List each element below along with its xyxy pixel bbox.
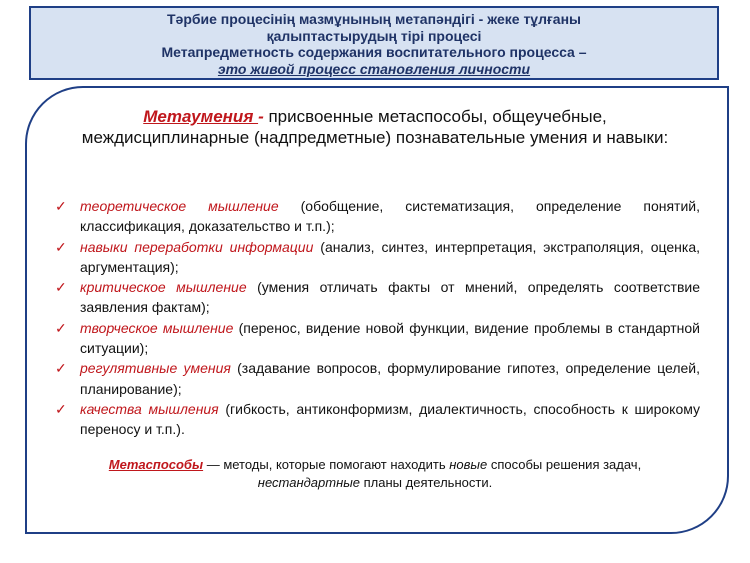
- checkmark-icon: ✓: [55, 319, 67, 336]
- footer-text-3: планы деятельности.: [360, 475, 493, 490]
- footer-new: новые: [449, 457, 488, 472]
- footer-note: [70, 456, 680, 492]
- item-text: (умения отличать факты от мнений, определять соответствие заявления фактам);: [80, 279, 700, 316]
- list-item: [55, 237, 700, 278]
- footer-nonstandard: нестандартные: [257, 475, 361, 490]
- checkmark-icon: ✓: [55, 279, 67, 296]
- intro-term: Метаумения: [143, 107, 259, 126]
- checkmark-icon: ✓: [55, 400, 67, 417]
- list-item: [55, 196, 700, 237]
- intro-text: присвоенные метаспособы, общеучебные, междисциплинарные (надпредметные) познавательные умения и навыки:: [81, 107, 669, 147]
- intro-paragraph: [80, 106, 670, 148]
- skills-list: [55, 196, 700, 440]
- item-highlight: теоретическое мышление: [80, 198, 279, 214]
- title-line-4: это живой процесс становления личности: [217, 60, 531, 77]
- item-text: (анализ, синтез, интерпретация, экстраполяция, оценка, аргументация);: [80, 238, 700, 275]
- item-highlight: качества мышления: [80, 400, 219, 417]
- item-text: (гибкость, антиконформизм, диалектичность, способность к широкому переносу и т.п.).: [80, 400, 701, 438]
- footer-text-2: способы решения задач,: [487, 457, 642, 472]
- item-text: (перенос, видение новой функции, видение проблемы в стандартной ситуации);: [80, 319, 701, 357]
- title-line-1: Тәрбие процесінің мазмұнының метапәндігі - жеке тұлғаны: [166, 11, 582, 27]
- item-highlight: критическое мышление: [80, 279, 247, 296]
- title-line-3: Метапредметность содержания воспитательного процесса –: [161, 44, 587, 60]
- item-highlight: навыки переработки информации: [80, 238, 314, 255]
- checkmark-icon: ✓: [55, 360, 67, 377]
- item-highlight: творческое мышление: [80, 319, 234, 336]
- list-item: [55, 399, 700, 440]
- item-highlight: регулятивные умения: [80, 360, 231, 377]
- item-text: (задавание вопросов, формулирование гипотез, определение целей, планирование);: [80, 360, 700, 397]
- intro-dash: -: [258, 107, 269, 126]
- title-banner: [29, 6, 719, 80]
- checkmark-icon: ✓: [55, 198, 67, 214]
- footer-text-1: — методы, которые помогают находить: [203, 457, 450, 472]
- list-item: [55, 277, 700, 318]
- item-text: (обобщение, систематизация, определение понятий, классификация, доказательство и т.п.);: [80, 198, 700, 235]
- footer-term: Метаспособы: [108, 457, 204, 472]
- list-item: [55, 318, 700, 359]
- list-item: [55, 358, 700, 399]
- checkmark-icon: ✓: [55, 238, 67, 255]
- title-line-2: қалыптастырудың тірі процесі: [266, 27, 482, 44]
